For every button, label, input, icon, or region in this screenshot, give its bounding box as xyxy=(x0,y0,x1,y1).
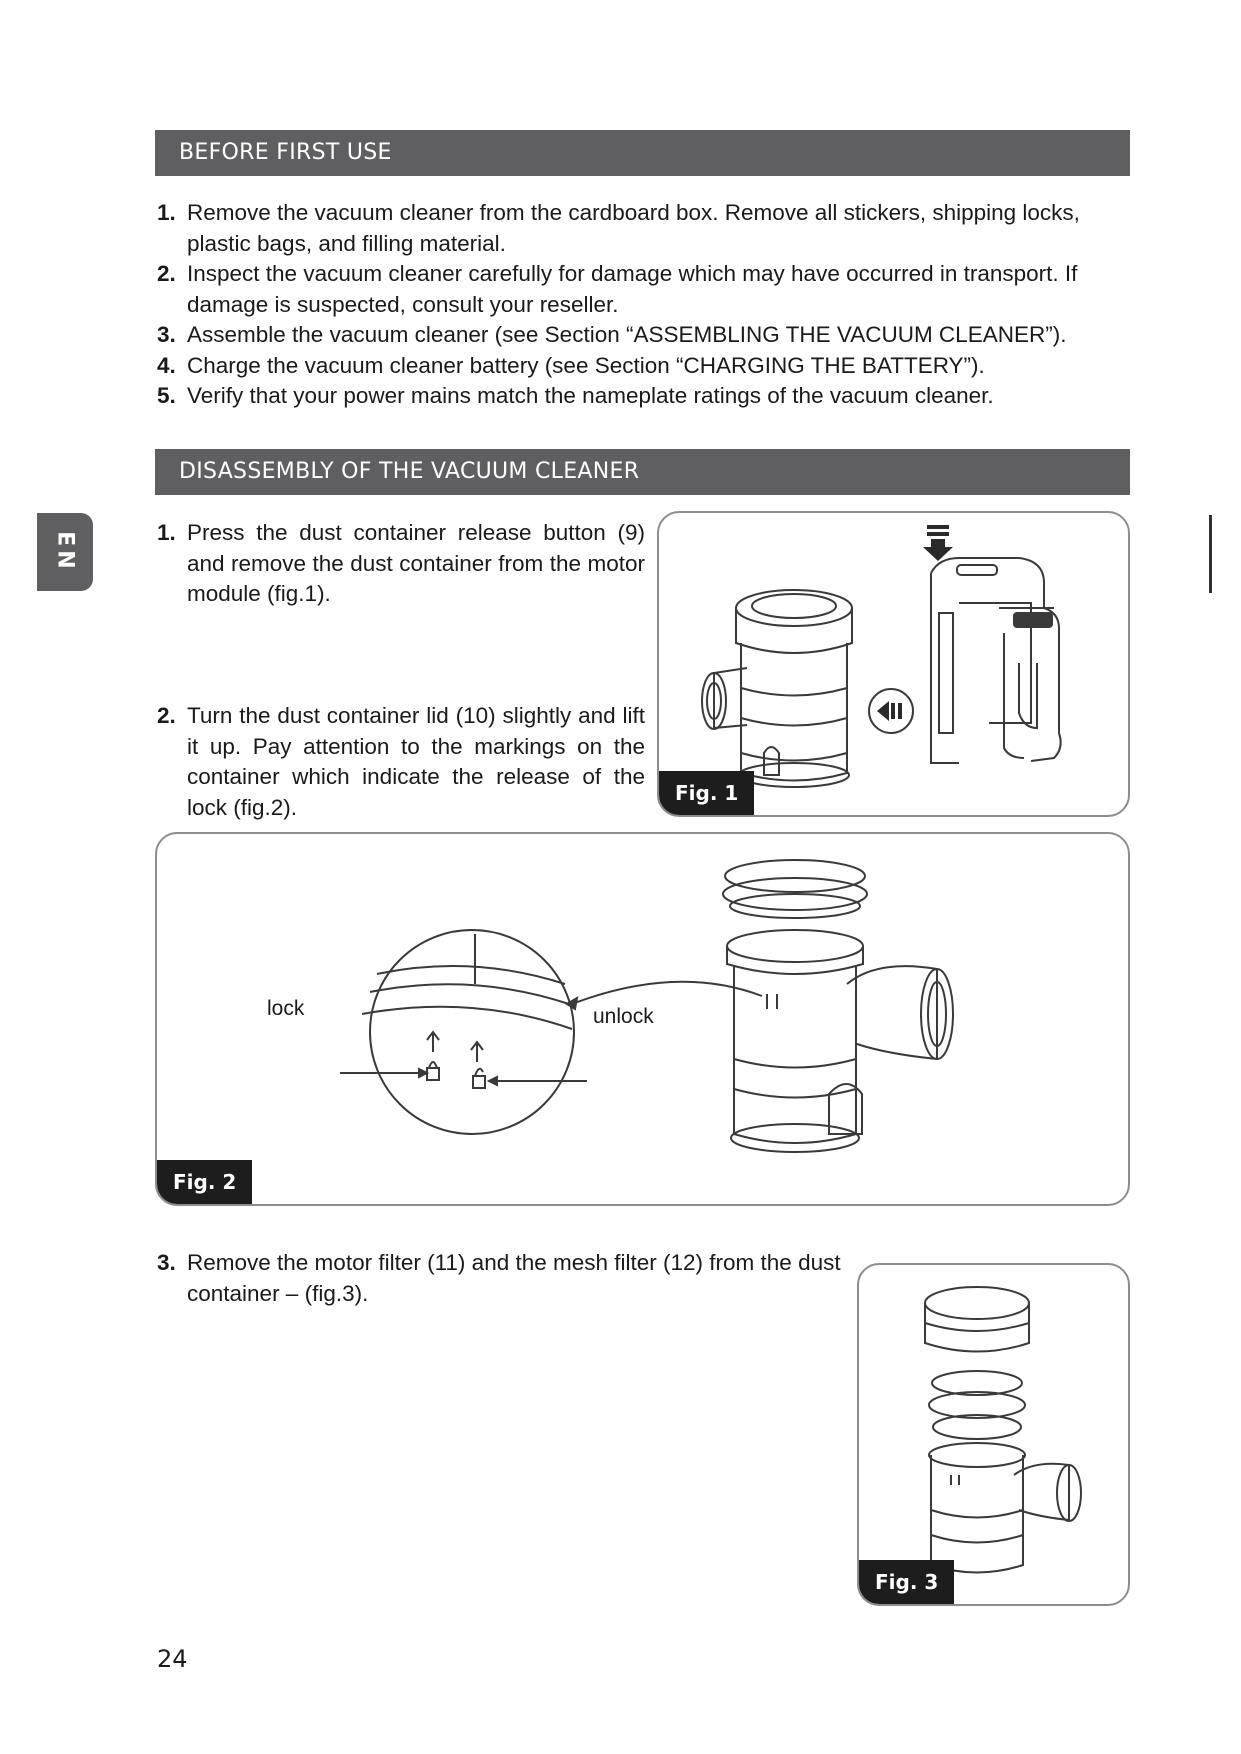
unlock-callout: unlock xyxy=(593,1005,654,1028)
list-item: 4. Charge the vacuum cleaner battery (see Section “CHARGING THE BATTERY”). xyxy=(157,352,985,378)
figure-1 xyxy=(657,511,1130,817)
list-item: 3. Assemble the vacuum cleaner (see Section “ASSEMBLING THE VACUUM CLEANER”). xyxy=(157,322,1067,347)
list-item: 2. Inspect the vacuum cleaner carefully for damage which may have occurred in transport. If damage is suspected, consult your reseller. xyxy=(157,261,1078,317)
before-first-use-list xyxy=(155,198,1130,412)
list-item: 3. Remove the motor filter (11) and the mesh filter (12) from the dust container – (fig.3). xyxy=(157,1250,841,1306)
figure-3-label: Fig. 3 xyxy=(859,1560,954,1604)
language-tab xyxy=(37,513,93,591)
disassembly-step-2 xyxy=(155,701,645,823)
disassembly-step-1 xyxy=(155,518,645,610)
lock-callout: lock xyxy=(267,997,305,1020)
figure-2 xyxy=(155,832,1130,1206)
figure-3-illustration xyxy=(859,1265,1130,1606)
section-header-disassembly: DISASSEMBLY OF THE VACUUM CLEANER xyxy=(155,449,1130,495)
figure-3 xyxy=(857,1263,1130,1606)
page-number: 24 xyxy=(157,1645,188,1673)
list-item: 1. Press the dust container release button (9) and remove the dust container from the motor module (fig.1). xyxy=(157,520,645,606)
figure-1-label: Fig. 1 xyxy=(659,771,754,815)
list-item: 5. Verify that your power mains match the nameplate ratings of the vacuum cleaner. xyxy=(157,383,994,408)
section-header-before-first-use: BEFORE FIRST USE xyxy=(155,130,1130,176)
list-item: 2. Turn the dust container lid (10) slightly and lift it up. Pay attention to the markings on the container which indicate the release of the lock (fig.2). xyxy=(157,703,645,820)
figure-2-label: Fig. 2 xyxy=(157,1160,252,1204)
language-tab-label: EN xyxy=(52,531,78,573)
margin-mark xyxy=(1209,515,1212,593)
list-item: 1. Remove the vacuum cleaner from the cardboard box. Remove all stickers, shipping locks, plastic bags, and filling material. xyxy=(157,200,1080,256)
disassembly-step-3 xyxy=(155,1248,855,1309)
